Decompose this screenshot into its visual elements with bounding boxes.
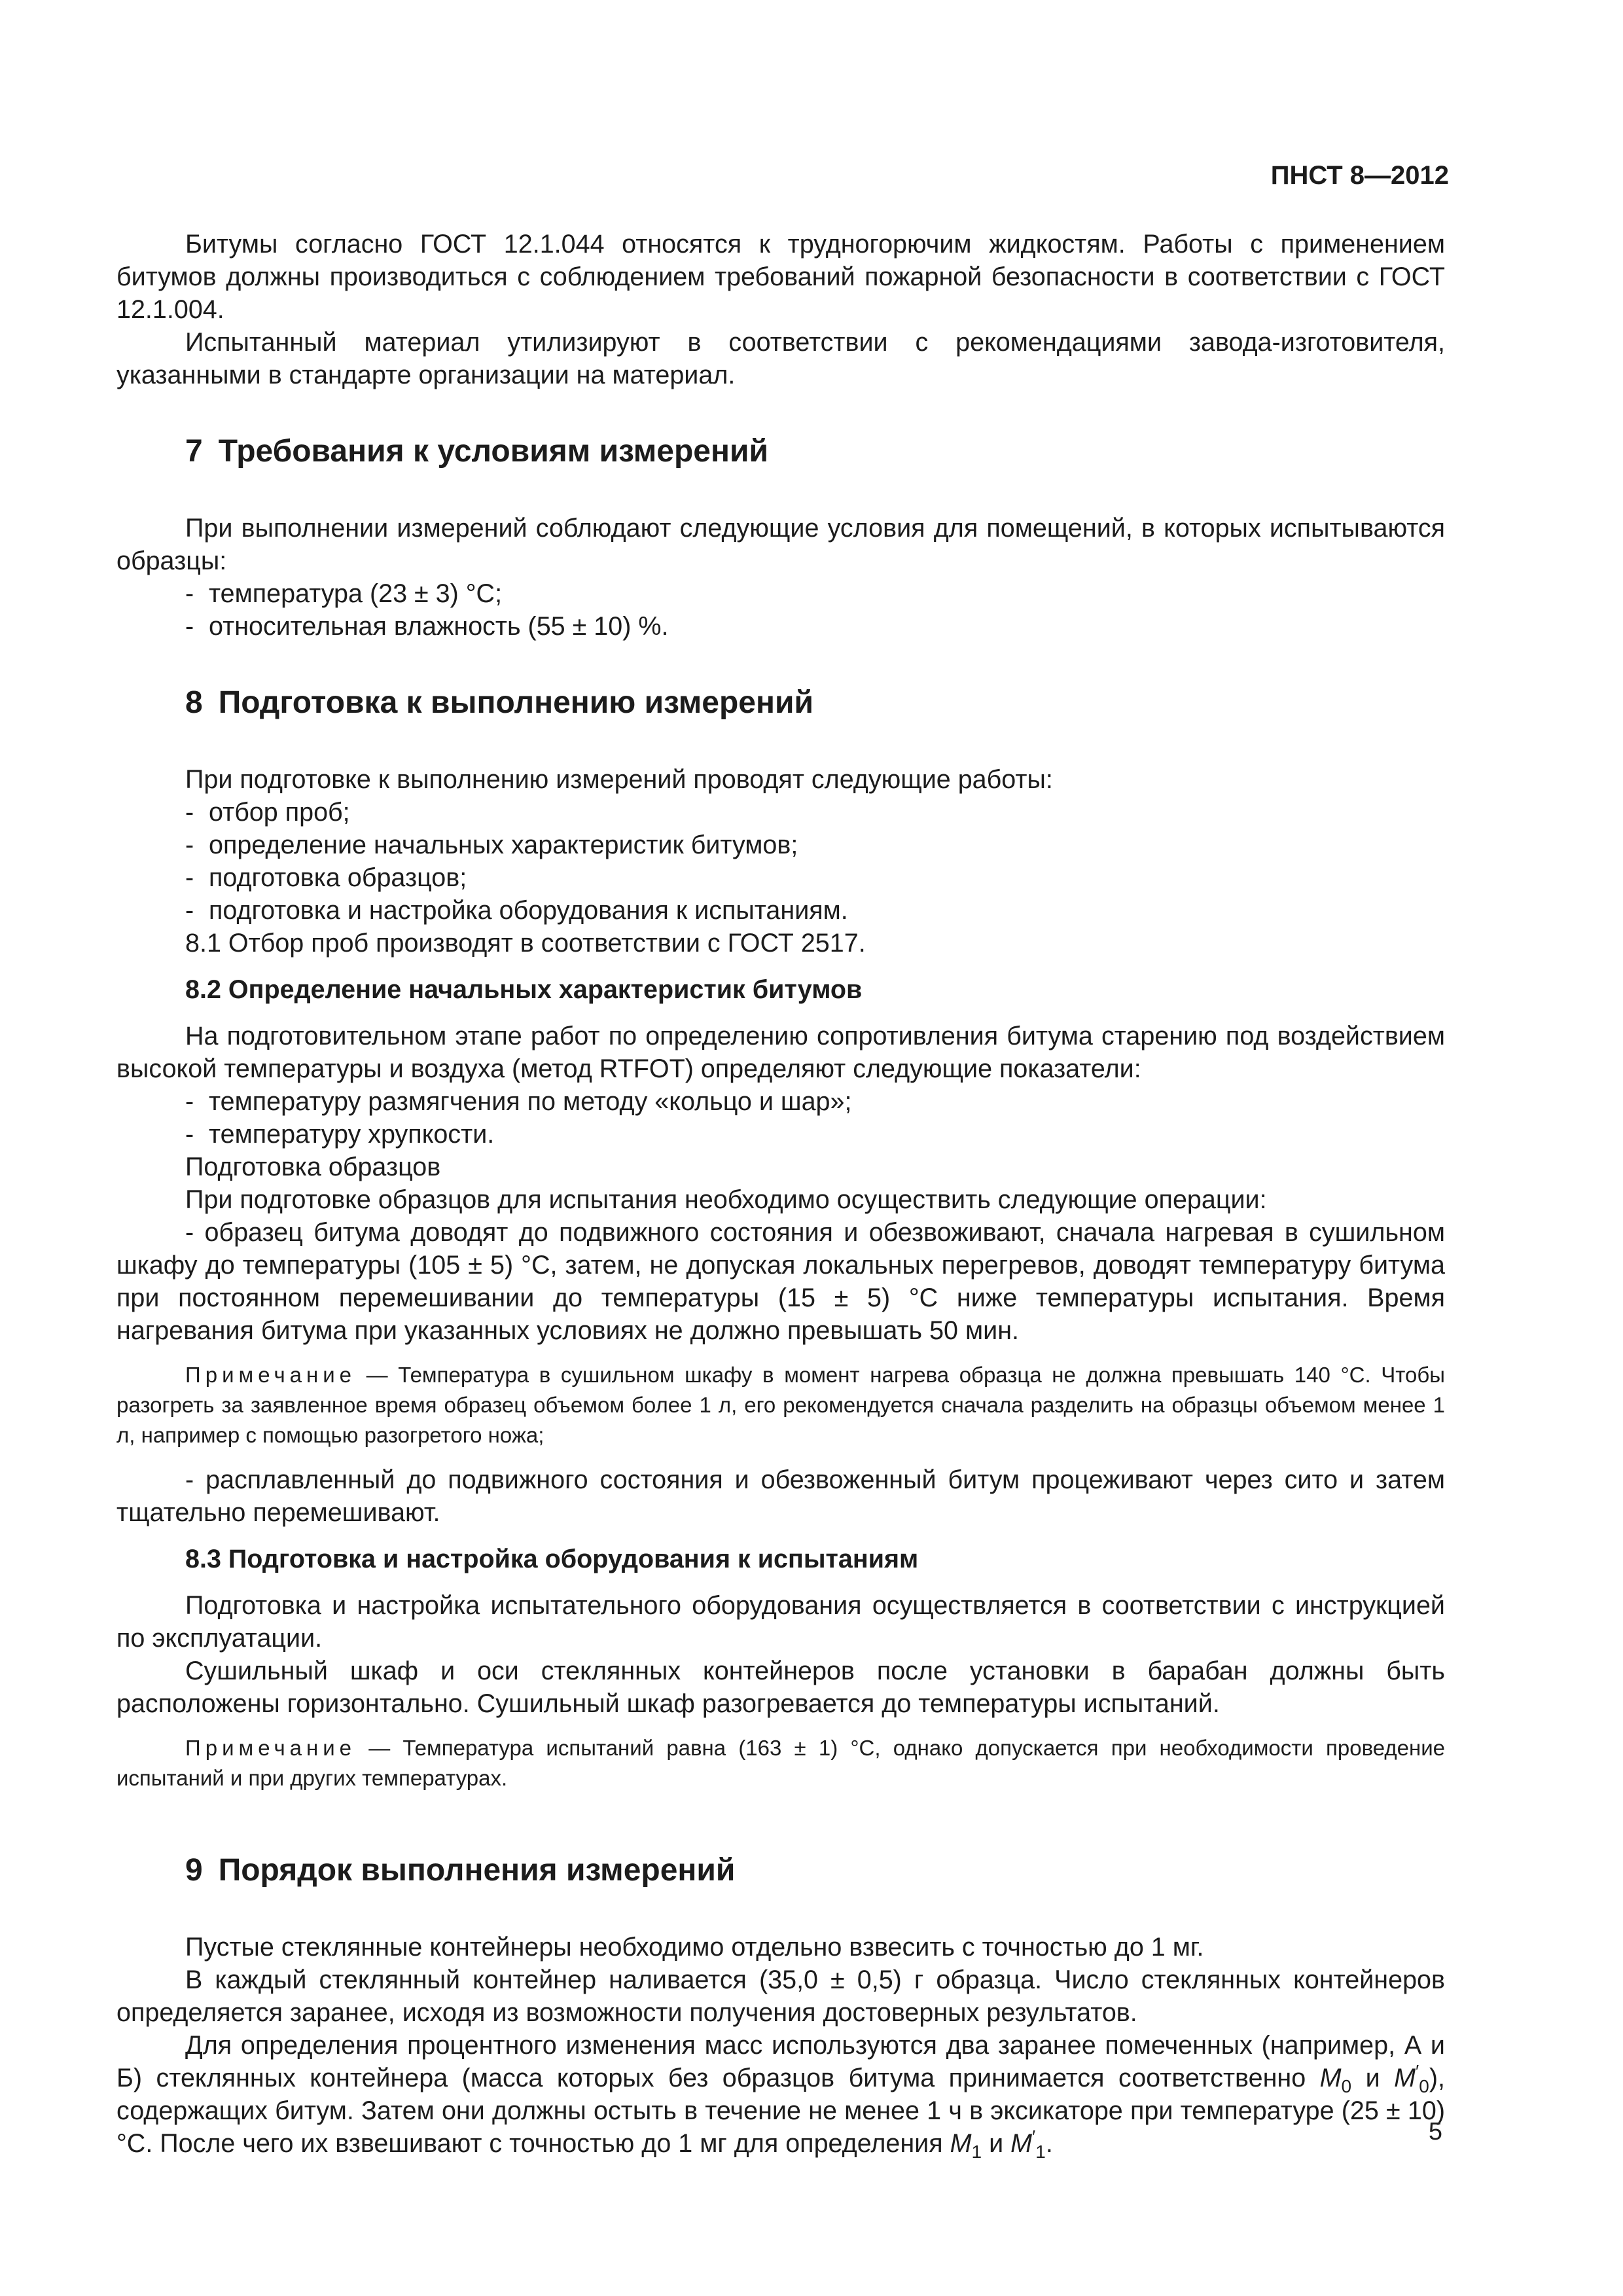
page-number: 5 (1428, 2118, 1442, 2145)
section-7-paragraph: При выполнении измерений соблюдают следующие условия для помещений, в которых испытываются образцы: (116, 514, 1445, 575)
clause-8-2-paragraph: На подготовительном этапе работ по определению сопротивления битума старению под воздействием высокой температуры и воздуха (метод RTFOT) определяют следующие показатели: (116, 1022, 1445, 1083)
section-9-paragraph-2: В каждый стеклянный контейнер наливается (35,0 ± 0,5) г образца. Число стеклянных контейнеров определяется заранее, исходя из возможности получения достоверных результатов. (116, 1965, 1445, 2027)
note-text: — Температура испытаний равна (163 ± 1) °С, однако допускается при необходимости проведение испытаний и при других температурах. (116, 1736, 1445, 1790)
section-9-number: 9 (185, 1853, 203, 1888)
list-item: - отбор проб; (185, 798, 350, 827)
section-9-paragraph-1: Пустые стеклянные контейнеры необходимо отдельно взвесить с точностью до 1 мг. (185, 1933, 1204, 1962)
section-9-paragraph-3: Для определения процентного изменения масс используются два заранее помеченных (например, А и Б) стеклянных контейнера (масса которых без образцов битума принимается соответственно $M_0$ и $M'_0$), содержащих битум. Затем они должны остыть в течение не менее 1 ч в эксикаторе при температуре (25 ± 10) °С. После чего их взвешивают с точностью до 1 мг для определения $M_1$ и $M'_1$. (116, 2031, 1446, 2162)
list-item: - подготовка и настройка оборудования к испытаниям. (185, 896, 848, 925)
intro-paragraph-2: Испытанный материал утилизируют в соответствии с рекомендациями завода-изготовителя, указанными в стандарте организации на материал. (116, 328, 1445, 389)
list-item: - температуру хрупкости. (185, 1120, 495, 1149)
section-7-heading (116, 432, 1445, 471)
clause-8-3-heading: 8.3 Подготовка и настройка оборудования к испытаниям (185, 1545, 919, 1573)
note-text: — Температура в сушильном шкафу в момент нагрева образца не должна превышать 140 °С. Чтобы разогреть за заявленное время образец объемом более 1 л, его рекомендуется сначала разделить на образцы объемом менее 1 л, например с помощью разогретого ножа; (116, 1363, 1445, 1447)
section-7-title: Требования к условиям измерений (218, 434, 768, 469)
note-label: Примечание (185, 1736, 357, 1760)
clause-8-3-paragraph-2: Сушильный шкаф и оси стеклянных контейнеров после установки в барабан должны быть расположены горизонтально. Сушильный шкаф разогревается до температуры испытаний. (116, 1657, 1445, 1718)
section-8-heading (116, 683, 1445, 723)
clause-8-3-paragraph-1: Подготовка и настройка испытательного оборудования осуществляется в соответствии с инструкцией по эксплуатации. (116, 1591, 1445, 1653)
list-item: - температуру размягчения по методу «кольцо и шар»; (185, 1087, 852, 1116)
note-8-3 (116, 1733, 1445, 1793)
intro-paragraph-1: Битумы согласно ГОСТ 12.1.044 относятся к трудногорючим жидкостям. Работы с применением битумов должны производиться с соблюдением требований пожарной безопасности в соответствии с ГОСТ 12.1.004. (116, 230, 1445, 324)
section-9-title: Порядок выполнения измерений (218, 1853, 736, 1888)
section-7-number: 7 (185, 434, 203, 469)
document-code: ПНСТ 8—2012 (1270, 161, 1449, 190)
list-item: - температура (23 ± 3) °С; (185, 579, 503, 608)
note-8-2 (116, 1360, 1445, 1450)
sample-prep-paragraph: При подготовке образцов для испытания необходимо осуществить следующие операции: (185, 1185, 1267, 1214)
list-item: - определение начальных характеристик битумов; (185, 831, 798, 859)
sample-prep-subheading: Подготовка образцов (185, 1153, 441, 1181)
clause-8-2-heading: 8.2 Определение начальных характеристик битумов (185, 975, 863, 1004)
operation-2: - расплавленный до подвижного состояния и обезвоженный битум процеживают через сито и затем тщательно перемешивают. (116, 1465, 1445, 1527)
list-item: - подготовка образцов; (185, 863, 467, 892)
operation-1: - образец битума доводят до подвижного состояния и обезвоживают, сначала нагревая в сушильном шкафу до температуры (105 ± 5) °С, затем, не допуская локальных перегревов, доводят температуру битума при постоянном перемешивании до температуры (15 ± 5) °С ниже температуры испытания. Время нагревания битума при указанных условиях не должно превышать 50 мин. (116, 1218, 1445, 1345)
page-content (116, 228, 1445, 2160)
note-label: Примечание (185, 1363, 357, 1387)
section-8-number: 8 (185, 685, 203, 720)
section-8-title: Подготовка к выполнению измерений (218, 685, 813, 720)
section-8-paragraph: При подготовке к выполнению измерений проводят следующие работы: (185, 765, 1053, 794)
section-9-heading (116, 1851, 1445, 1890)
clause-8-1: 8.1 Отбор проб производят в соответствии с ГОСТ 2517. (185, 929, 866, 958)
list-item: - относительная влажность (55 ± 10) %. (185, 612, 669, 641)
